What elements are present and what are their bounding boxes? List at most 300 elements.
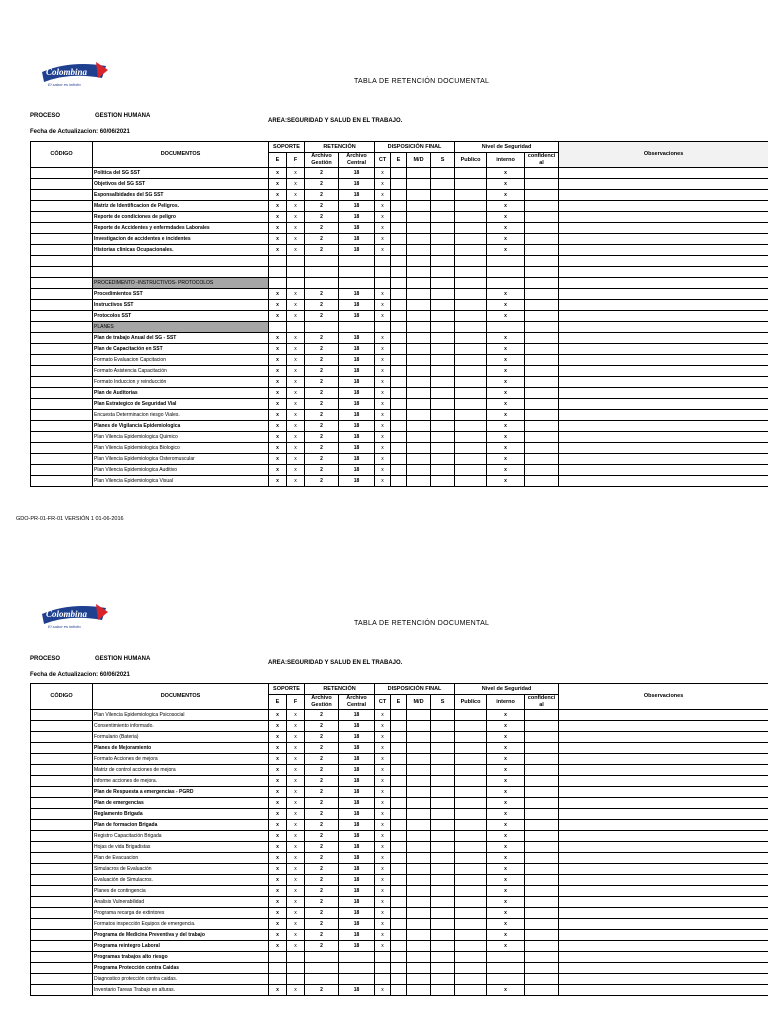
table-row [31, 941, 768, 952]
publico-cell [455, 853, 487, 864]
header-ct: CT [375, 695, 391, 710]
e-cell [391, 366, 407, 377]
ct-cell: x [375, 168, 391, 179]
observaciones-cell [559, 245, 768, 256]
md-cell [407, 179, 431, 190]
publico-cell [455, 721, 487, 732]
publico-cell [455, 952, 487, 963]
archivo-central-cell: 18 [339, 809, 375, 820]
archivo-central-cell [339, 322, 375, 333]
archivo-gestion-cell: 2 [305, 355, 339, 366]
s-cell [431, 190, 455, 201]
soporte-f-cell: x [287, 245, 305, 256]
observaciones-cell [559, 212, 768, 223]
archivo-gestion-cell: 2 [305, 476, 339, 487]
archivo-central-cell: 18 [339, 831, 375, 842]
md-cell [407, 377, 431, 388]
interno-cell: x [487, 743, 525, 754]
documento-cell: Plan Vilencia Epidemiologica Visual [93, 476, 269, 487]
soporte-e-cell: x [269, 355, 287, 366]
soporte-e-cell: x [269, 377, 287, 388]
table-row [31, 168, 768, 179]
interno-cell: x [487, 201, 525, 212]
archivo-gestion-cell: 2 [305, 721, 339, 732]
md-cell [407, 919, 431, 930]
observaciones-cell [559, 278, 768, 289]
ct-cell: x [375, 179, 391, 190]
e-cell [391, 223, 407, 234]
documento-cell: Inventario Tareas Trabajo en alturas. [93, 985, 269, 996]
archivo-central-cell: 18 [339, 765, 375, 776]
publico-cell [455, 311, 487, 322]
ct-cell: x [375, 732, 391, 743]
documento-cell: Politica del SG SST [93, 168, 269, 179]
s-cell [431, 443, 455, 454]
codigo-cell [31, 465, 93, 476]
interno-cell: x [487, 190, 525, 201]
soporte-e-cell: x [269, 732, 287, 743]
archivo-gestion-cell: 2 [305, 941, 339, 952]
publico-cell [455, 710, 487, 721]
ct-cell: x [375, 355, 391, 366]
confidencial-cell [525, 399, 559, 410]
s-cell [431, 355, 455, 366]
codigo-cell [31, 278, 93, 289]
md-cell [407, 710, 431, 721]
soporte-f-cell: x [287, 732, 305, 743]
soporte-f-cell [287, 322, 305, 333]
soporte-e-cell: x [269, 190, 287, 201]
observaciones-cell [559, 875, 768, 886]
md-cell [407, 388, 431, 399]
documento-cell: Protocolos SST [93, 311, 269, 322]
e-cell [391, 256, 407, 267]
publico-cell [455, 443, 487, 454]
documento-cell: Simulacros de Evaluación [93, 864, 269, 875]
md-cell [407, 798, 431, 809]
ct-cell: x [375, 245, 391, 256]
archivo-gestion-cell [305, 963, 339, 974]
observaciones-cell [559, 941, 768, 952]
md-cell [407, 432, 431, 443]
ct-cell: x [375, 377, 391, 388]
documento-cell: Planes de contingencia [93, 886, 269, 897]
documento-cell: Plan Vilencia Epidemiologica Psicosocial [93, 710, 269, 721]
table-row [31, 897, 768, 908]
confidencial-cell [525, 179, 559, 190]
confidencial-cell [525, 875, 559, 886]
observaciones-cell [559, 886, 768, 897]
publico-cell [455, 842, 487, 853]
e-cell [391, 454, 407, 465]
archivo-central-cell: 18 [339, 820, 375, 831]
fecha-actualizacion: Fecha de Actualizacion: 60/06/2021 [30, 672, 130, 678]
soporte-f-cell: x [287, 355, 305, 366]
observaciones-cell [559, 443, 768, 454]
md-cell [407, 300, 431, 311]
codigo-cell [31, 743, 93, 754]
s-cell [431, 267, 455, 278]
ct-cell: x [375, 754, 391, 765]
md-cell [407, 311, 431, 322]
confidencial-cell [525, 754, 559, 765]
documento-cell: Programa Protección contra Caidas [93, 963, 269, 974]
table-row [31, 798, 768, 809]
codigo-cell [31, 787, 93, 798]
interno-cell: x [487, 919, 525, 930]
soporte-e-cell: x [269, 311, 287, 322]
ct-cell: x [375, 864, 391, 875]
observaciones-cell [559, 743, 768, 754]
codigo-cell [31, 908, 93, 919]
s-cell [431, 754, 455, 765]
e-cell [391, 212, 407, 223]
interno-cell: x [487, 842, 525, 853]
codigo-cell [31, 963, 93, 974]
ct-cell: x [375, 201, 391, 212]
e-cell [391, 952, 407, 963]
header-codigo: CÓDIGO [31, 142, 93, 168]
observaciones-cell [559, 897, 768, 908]
header-publico: Publico [455, 695, 487, 710]
codigo-cell [31, 300, 93, 311]
documento-cell: Formato Induccion y reinducción [93, 377, 269, 388]
table-row [31, 322, 768, 333]
footer-code: GDO-PR-01-FR-01 VERSIÓN 1 01-06-2016 [16, 516, 124, 522]
observaciones-cell [559, 930, 768, 941]
md-cell [407, 853, 431, 864]
s-cell [431, 985, 455, 996]
md-cell [407, 443, 431, 454]
interno-cell: x [487, 710, 525, 721]
confidencial-cell [525, 765, 559, 776]
interno-cell: x [487, 941, 525, 952]
publico-cell [455, 941, 487, 952]
archivo-gestion-cell [305, 322, 339, 333]
archivo-gestion-cell [305, 267, 339, 278]
soporte-f-cell: x [287, 798, 305, 809]
archivo-gestion-cell: 2 [305, 333, 339, 344]
soporte-e-cell: x [269, 168, 287, 179]
md-cell [407, 776, 431, 787]
ct-cell: x [375, 798, 391, 809]
ct-cell: x [375, 897, 391, 908]
ct-cell: x [375, 366, 391, 377]
documento-cell: Evaluación de Simulacros. [93, 875, 269, 886]
soporte-f-cell: x [287, 168, 305, 179]
table-row [31, 267, 768, 278]
ct-cell [375, 963, 391, 974]
header-archivo-central: Archivo Central [339, 153, 375, 168]
interno-cell: x [487, 443, 525, 454]
archivo-central-cell: 18 [339, 432, 375, 443]
header-soporte: SOPORTE [269, 142, 305, 153]
confidencial-cell [525, 952, 559, 963]
md-cell [407, 908, 431, 919]
s-cell [431, 377, 455, 388]
interno-cell: x [487, 831, 525, 842]
e-cell [391, 875, 407, 886]
e-cell [391, 267, 407, 278]
table-row [31, 809, 768, 820]
codigo-cell [31, 366, 93, 377]
soporte-e-cell: x [269, 897, 287, 908]
codigo-cell [31, 388, 93, 399]
interno-cell: x [487, 399, 525, 410]
s-cell [431, 300, 455, 311]
documento-cell: Plan de Capacitación en SST [93, 344, 269, 355]
archivo-gestion-cell: 2 [305, 820, 339, 831]
publico-cell [455, 245, 487, 256]
confidencial-cell [525, 443, 559, 454]
confidencial-cell [525, 941, 559, 952]
s-cell [431, 908, 455, 919]
archivo-central-cell: 18 [339, 721, 375, 732]
archivo-gestion-cell: 2 [305, 864, 339, 875]
soporte-f-cell: x [287, 864, 305, 875]
archivo-gestion-cell: 2 [305, 809, 339, 820]
ct-cell: x [375, 234, 391, 245]
header-ct: CT [375, 153, 391, 168]
codigo-cell [31, 875, 93, 886]
e-cell [391, 754, 407, 765]
archivo-gestion-cell: 2 [305, 377, 339, 388]
confidencial-cell [525, 820, 559, 831]
publico-cell [455, 432, 487, 443]
archivo-gestion-cell: 2 [305, 743, 339, 754]
soporte-f-cell: x [287, 820, 305, 831]
archivo-central-cell: 18 [339, 168, 375, 179]
s-cell [431, 223, 455, 234]
publico-cell [455, 388, 487, 399]
observaciones-cell [559, 421, 768, 432]
observaciones-cell [559, 289, 768, 300]
table-body [31, 710, 768, 996]
archivo-central-cell: 18 [339, 798, 375, 809]
interno-cell: x [487, 798, 525, 809]
documento-cell: Planes de Mejoramiento [93, 743, 269, 754]
archivo-central-cell: 18 [339, 300, 375, 311]
soporte-f-cell: x [287, 212, 305, 223]
codigo-cell [31, 974, 93, 985]
s-cell [431, 333, 455, 344]
md-cell [407, 344, 431, 355]
md-cell [407, 864, 431, 875]
archivo-gestion-cell: 2 [305, 212, 339, 223]
documento-cell: Plan Estrategico de Seguridad Vial [93, 399, 269, 410]
soporte-f-cell: x [287, 710, 305, 721]
archivo-gestion-cell: 2 [305, 842, 339, 853]
confidencial-cell [525, 919, 559, 930]
soporte-e-cell: x [269, 941, 287, 952]
soporte-f-cell: x [287, 223, 305, 234]
table-row [31, 245, 768, 256]
interno-cell: x [487, 897, 525, 908]
e-cell [391, 190, 407, 201]
codigo-cell [31, 223, 93, 234]
documento-cell: Formato Asistencia Capacitación [93, 366, 269, 377]
interno-cell: x [487, 820, 525, 831]
s-cell [431, 201, 455, 212]
documento-cell: Registro Capacitación Brigada [93, 831, 269, 842]
documento-cell: Plan de Evacuacion [93, 853, 269, 864]
interno-cell: x [487, 333, 525, 344]
archivo-gestion-cell: 2 [305, 311, 339, 322]
md-cell [407, 245, 431, 256]
publico-cell [455, 355, 487, 366]
header-s: S [431, 695, 455, 710]
observaciones-cell [559, 201, 768, 212]
observaciones-cell [559, 820, 768, 831]
documento-cell: Plan de Respuesta a emergencias - PGRD [93, 787, 269, 798]
area-label: AREA:SEGURIDAD Y SALUD EN EL TRABAJO. [268, 118, 403, 124]
s-cell [431, 743, 455, 754]
archivo-gestion-cell: 2 [305, 410, 339, 421]
publico-cell [455, 809, 487, 820]
e-cell [391, 930, 407, 941]
publico-cell [455, 267, 487, 278]
s-cell [431, 432, 455, 443]
table-row [31, 454, 768, 465]
md-cell [407, 234, 431, 245]
soporte-e-cell: x [269, 410, 287, 421]
publico-cell [455, 732, 487, 743]
archivo-gestion-cell: 2 [305, 754, 339, 765]
e-cell [391, 344, 407, 355]
observaciones-cell [559, 267, 768, 278]
publico-cell [455, 168, 487, 179]
table-row [31, 930, 768, 941]
md-cell [407, 985, 431, 996]
e-cell [391, 311, 407, 322]
archivo-gestion-cell: 2 [305, 201, 339, 212]
codigo-cell [31, 454, 93, 465]
documento-cell: Reporte de condiciones de peligro [93, 212, 269, 223]
archivo-central-cell: 18 [339, 344, 375, 355]
soporte-e-cell [269, 267, 287, 278]
ct-cell: x [375, 476, 391, 487]
codigo-cell [31, 952, 93, 963]
md-cell [407, 465, 431, 476]
confidencial-cell [525, 388, 559, 399]
codigo-cell [31, 410, 93, 421]
observaciones-cell [559, 168, 768, 179]
archivo-gestion-cell: 2 [305, 289, 339, 300]
observaciones-cell [559, 776, 768, 787]
codigo-cell [31, 267, 93, 278]
codigo-cell [31, 432, 93, 443]
s-cell [431, 886, 455, 897]
documento-cell: Plan Vilencia Epidemiologica Osteromuscular [93, 454, 269, 465]
publico-cell [455, 908, 487, 919]
archivo-central-cell [339, 278, 375, 289]
table-row [31, 952, 768, 963]
publico-cell [455, 234, 487, 245]
interno-cell: x [487, 886, 525, 897]
e-cell [391, 278, 407, 289]
observaciones-cell [559, 355, 768, 366]
codigo-cell [31, 820, 93, 831]
ct-cell: x [375, 842, 391, 853]
s-cell [431, 930, 455, 941]
md-cell [407, 963, 431, 974]
codigo-cell [31, 355, 93, 366]
s-cell [431, 963, 455, 974]
archivo-gestion-cell: 2 [305, 798, 339, 809]
documento-cell: Plan Vilencia Epidemiologica Auditivo [93, 465, 269, 476]
documento-cell: Plan Vilencia Epidemiologica Quimico [93, 432, 269, 443]
observaciones-cell [559, 465, 768, 476]
publico-cell [455, 454, 487, 465]
e-cell [391, 333, 407, 344]
documento-cell: Programa recarga de extintores [93, 908, 269, 919]
codigo-cell [31, 919, 93, 930]
soporte-f-cell: x [287, 432, 305, 443]
table-row [31, 278, 768, 289]
archivo-gestion-cell: 2 [305, 421, 339, 432]
e-cell [391, 776, 407, 787]
interno-cell: x [487, 410, 525, 421]
e-cell [391, 476, 407, 487]
ct-cell: x [375, 311, 391, 322]
soporte-e-cell: x [269, 223, 287, 234]
ct-cell: x [375, 886, 391, 897]
confidencial-cell [525, 410, 559, 421]
s-cell [431, 410, 455, 421]
header-confidencial: confidenci al [525, 153, 559, 168]
e-cell [391, 465, 407, 476]
header-s: S [431, 153, 455, 168]
table-row [31, 234, 768, 245]
soporte-f-cell: x [287, 875, 305, 886]
soporte-f-cell: x [287, 930, 305, 941]
archivo-gestion-cell [305, 256, 339, 267]
md-cell [407, 223, 431, 234]
header-soporte: SOPORTE [269, 684, 305, 695]
page-title: TABLA DE RETENCIÓN DOCUMENTAL [354, 78, 490, 85]
header-confidencial: confidenci al [525, 695, 559, 710]
documento-cell: Formato Acciones de mejora [93, 754, 269, 765]
e-cell [391, 798, 407, 809]
md-cell [407, 974, 431, 985]
observaciones-cell [559, 952, 768, 963]
e-cell [391, 721, 407, 732]
publico-cell [455, 465, 487, 476]
interno-cell: x [487, 787, 525, 798]
soporte-e-cell: x [269, 721, 287, 732]
ct-cell: x [375, 776, 391, 787]
publico-cell [455, 476, 487, 487]
table-row [31, 465, 768, 476]
codigo-cell [31, 333, 93, 344]
interno-cell: x [487, 388, 525, 399]
observaciones-cell [559, 234, 768, 245]
archivo-central-cell: 18 [339, 743, 375, 754]
s-cell [431, 941, 455, 952]
table-row [31, 201, 768, 212]
codigo-cell [31, 377, 93, 388]
soporte-f-cell [287, 963, 305, 974]
documento-cell: Objetivos del SG SST [93, 179, 269, 190]
ct-cell: x [375, 875, 391, 886]
archivo-central-cell: 18 [339, 853, 375, 864]
confidencial-cell [525, 776, 559, 787]
e-cell [391, 919, 407, 930]
documento-cell: Plan de emergencias [93, 798, 269, 809]
publico-cell [455, 421, 487, 432]
s-cell [431, 820, 455, 831]
e-cell [391, 974, 407, 985]
